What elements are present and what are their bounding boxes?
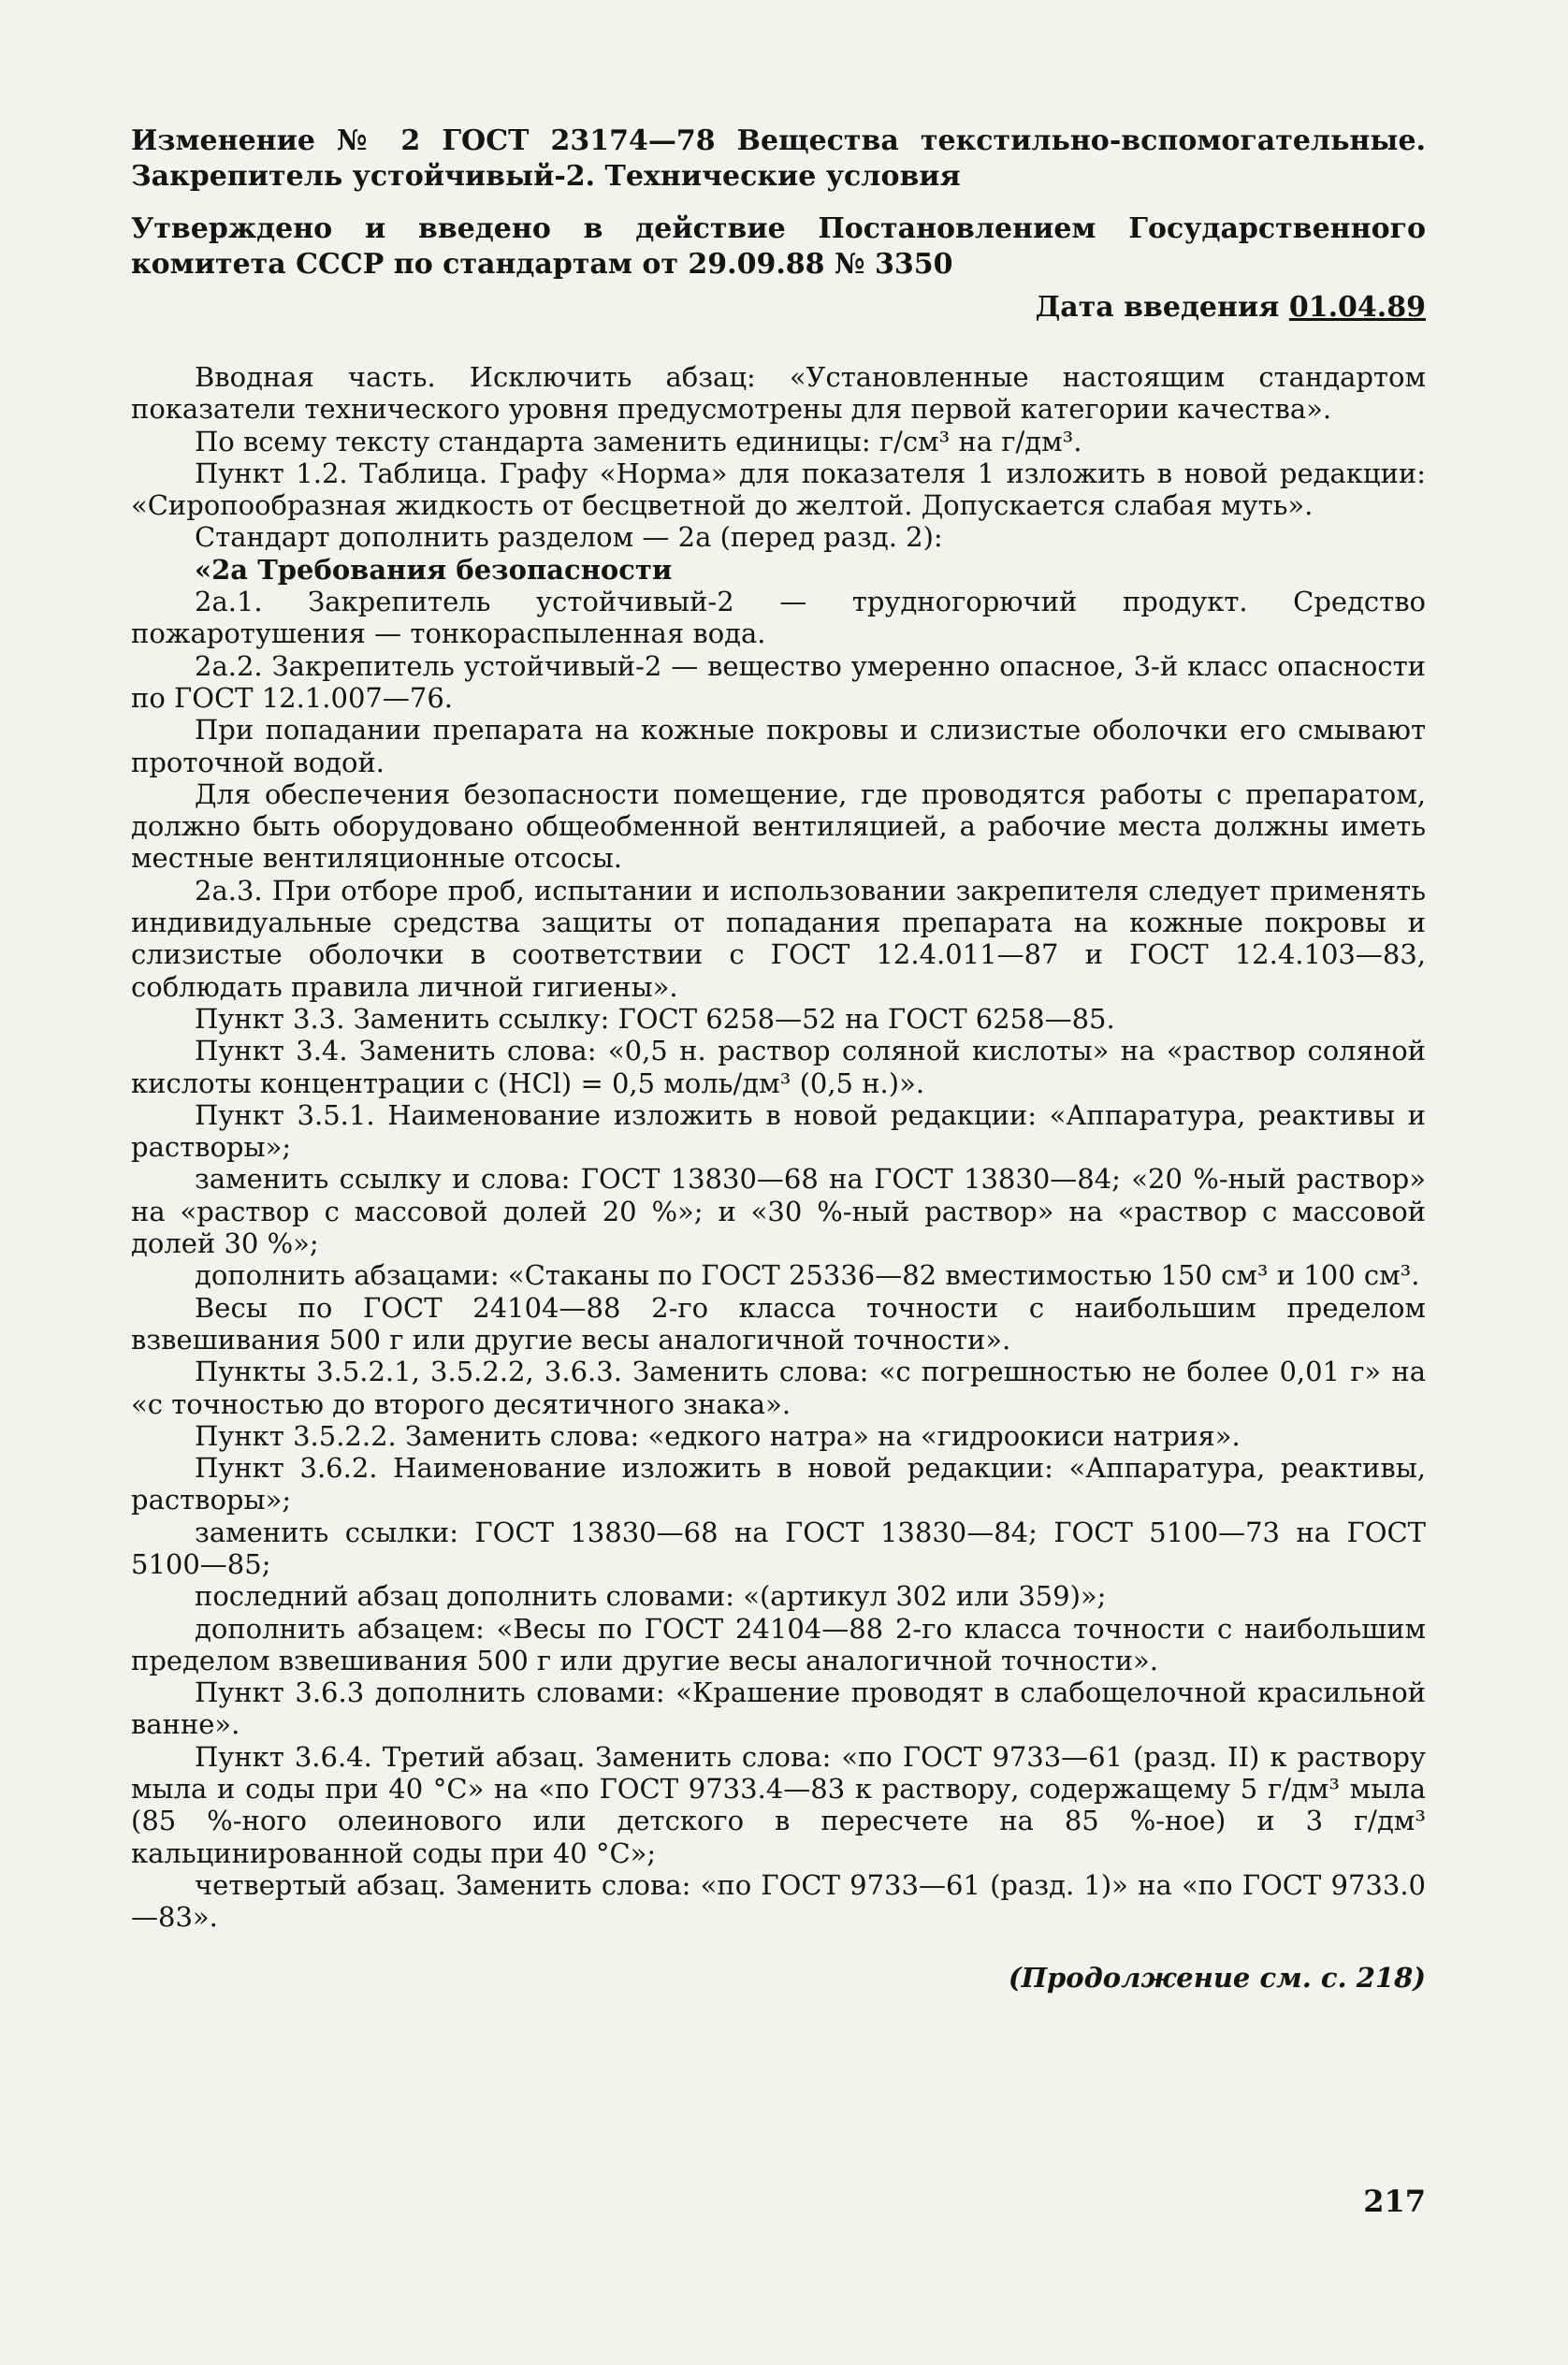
paragraph: Пункт 3.6.2. Наименование изложить в новой редакции: «Аппаратура, реактивы, растворы»; bbox=[131, 1452, 1426, 1516]
effective-date-label: Дата введения bbox=[1035, 291, 1280, 324]
paragraph: Стандарт дополнить разделом — 2а (перед разд. 2): bbox=[195, 521, 943, 554]
section-heading: «2а Требования безопасности bbox=[195, 553, 673, 586]
paragraph: Весы по ГОСТ 24104—88 2-го класса точности с наибольшим пределом взвешивания 500 г или другие весы аналогичной точности». bbox=[131, 1291, 1426, 1356]
paragraph: По всему тексту стандарта заменить единицы: г/см³ на г/дм³. bbox=[195, 425, 1082, 457]
paragraph: При попадании препарата на кожные покровы и слизистые оболочки его смывают проточной водой. bbox=[131, 714, 1426, 778]
effective-date-value: 01.04.89 bbox=[1288, 291, 1426, 324]
paragraph: Пункт 3.4. Заменить слова: «0,5 н. раствор соляной кислоты» на «раствор соляной кислоты концентрации с (HCl) = 0,5 моль/дм³ (0,5 н.)». bbox=[131, 1035, 1426, 1099]
paragraph: Пункт 1.2. Таблица. Графу «Норма» для показателя 1 изложить в новой редакции: «Сиропообразная жидкость от бесцветной до желтой. Допускается слабая муть». bbox=[131, 457, 1426, 522]
paragraph: Пункты 3.5.2.1, 3.5.2.2, 3.6.3. Заменить слова: «с погрешностью не более 0,01 г» на «с точностью до второго десятичного знака». bbox=[131, 1356, 1426, 1420]
paragraph: последний абзац дополнить словами: «(артикул 302 или 359)»; bbox=[195, 1580, 1107, 1613]
paragraph: Вводная часть. Исключить абзац: «Установленные настоящим стандартом показатели технического уровня предусмотрены для первой категории качества». bbox=[131, 361, 1426, 426]
paragraph: заменить ссылки: ГОСТ 13830—68 на ГОСТ 13830—84; ГОСТ 5100—73 на ГОСТ 5100—85; bbox=[131, 1516, 1426, 1580]
paragraph: дополнить абзацем: «Весы по ГОСТ 24104—88 2-го класса точности с наибольшим пределом взвешивания 500 г или другие весы аналогичной точности». bbox=[131, 1612, 1426, 1676]
paragraph: дополнить абзацами: «Стаканы по ГОСТ 25336—82 вместимостью 150 см³ и 100 см³. bbox=[195, 1259, 1420, 1292]
paragraph: 2а.1. Закрепитель устойчивый-2 — трудногорючий продукт. Средство пожаротушения — тонкораспыленная вода. bbox=[131, 586, 1426, 650]
paragraph: Пункт 3.3. Заменить ссылку: ГОСТ 6258—52 на ГОСТ 6258—85. bbox=[195, 1002, 1115, 1035]
document-body bbox=[131, 361, 1426, 1934]
paragraph: Для обеспечения безопасности помещение, где проводятся работы с препаратом, должно быть оборудовано общеобменной вентиляцией, а рабочие места должны иметь местные вентиляционные отсосы. bbox=[131, 777, 1426, 875]
continuation-note: (Продолжение см. с. 218) bbox=[1008, 1961, 1426, 1994]
approval-note: Утверждено и введено в действие Постановлением Государственного комитета СССР по стандартам от 29.09.88 № 3350 bbox=[131, 212, 1426, 281]
paragraph: заменить ссылку и слова: ГОСТ 13830—68 на ГОСТ 13830—84; «20 %-ный раствор» на «раствор с массовой долей 20 %»; и «30 %-ный раствор» на «раствор с массовой долей 30 %»; bbox=[131, 1163, 1426, 1260]
document-title: Изменение № 2 ГОСТ 23174—78 Вещества текстильно-вспомогательные. Закрепитель устойчивый-2. Технические условия bbox=[131, 124, 1426, 193]
page-number: 217 bbox=[1363, 2184, 1426, 2219]
paragraph: Пункт 3.6.4. Третий абзац. Заменить слова: «по ГОСТ 9733—61 (разд. II) к раствору мыла и соды при 40 °С» на «по ГОСТ 9733.4—83 к раствору, содержащему 5 г/дм³ мыла (85 %-ного олеинового или детского в пересчете на 85 %-ное) и 3 г/дм³ кальцинированной соды при 40 °С»; bbox=[131, 1740, 1426, 1869]
paragraph: Пункт 3.5.2.2. Заменить слова: «едкого натра» на «гидроокиси натрия». bbox=[195, 1419, 1241, 1452]
paragraph: 2а.3. При отборе проб, испытании и использовании закрепителя следует применять индивидуальные средства защиты от попадания препарата на кожные покровы и слизистые оболочки в соответствии с ГОСТ 12.4.011—87 и ГОСТ 12.4.103—83, соблюдать правила личной гигиены». bbox=[131, 874, 1426, 1003]
paragraph: Пункт 3.6.3 дополнить словами: «Крашение проводят в слабощелочной красильной ванне». bbox=[131, 1676, 1426, 1741]
effective-date bbox=[131, 290, 1426, 326]
paragraph: четвертый абзац. Заменить слова: «по ГОСТ 9733—61 (разд. 1)» на «по ГОСТ 9733.0—83». bbox=[131, 1868, 1426, 1934]
paragraph: 2а.2. Закрепитель устойчивый-2 — вещество умеренно опасное, 3-й класс опасности по ГОСТ 12.1.007—76. bbox=[131, 649, 1426, 714]
paragraph: Пункт 3.5.1. Наименование изложить в новой редакции: «Аппаратура, реактивы и растворы»; bbox=[131, 1098, 1426, 1164]
